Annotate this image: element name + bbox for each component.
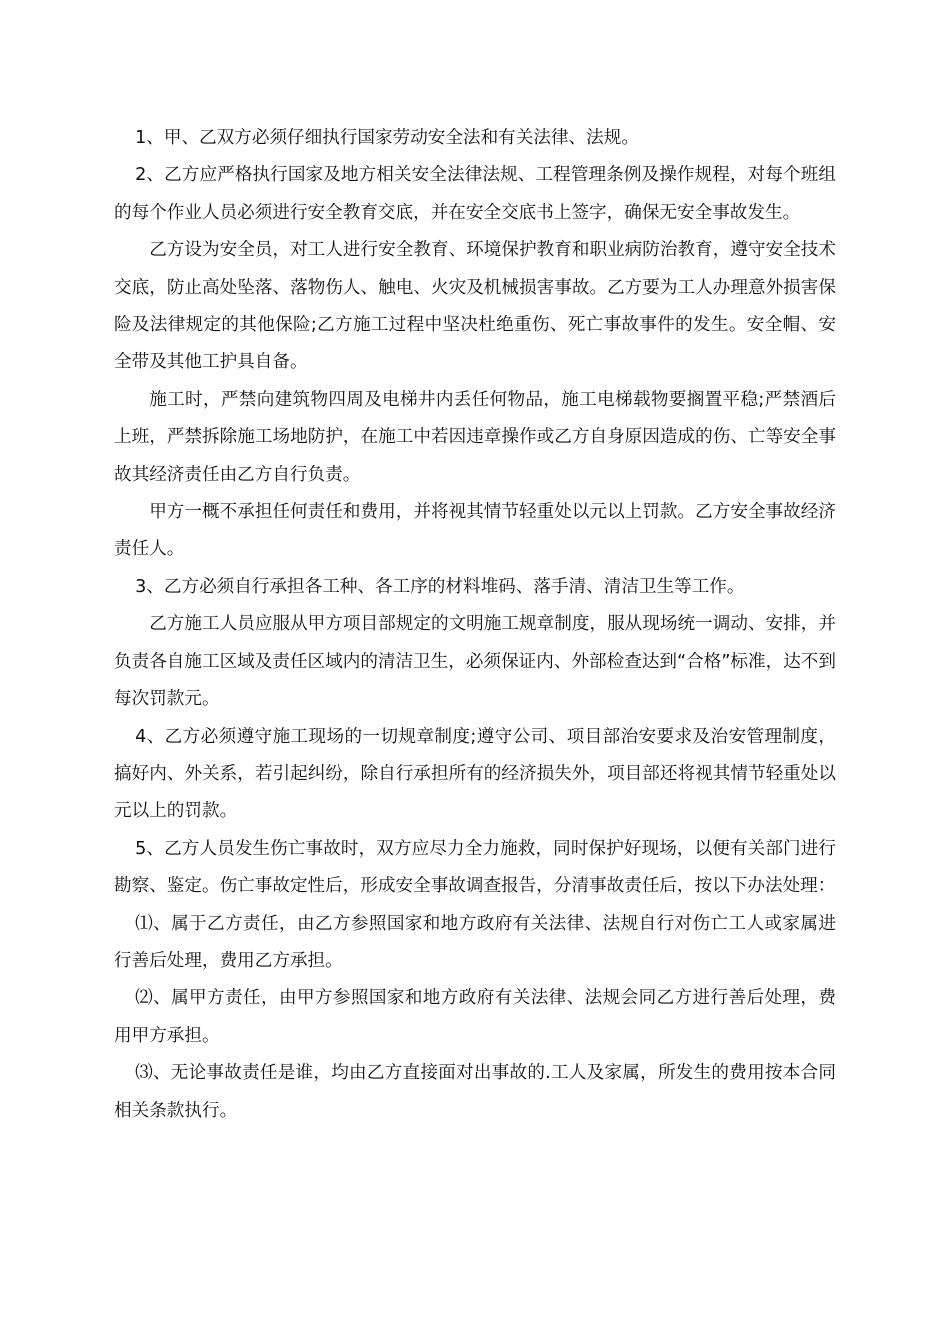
safety-officer-paragraph: 乙方设为安全员，对工人进行安全教育、环境保护教育和职业病防治教育，遵守安全技术交底，防止高处坠落、落物伤人、触电、火灾及机械损害事故。乙方要为工人办理意外损害保险及法律规定的其他保险;乙方施工过程中坚决杜绝重伤、死亡事故事件的发生。安全帽、安全带及其他工护具自备。: [114, 240, 836, 373]
document-body: [114, 120, 836, 1130]
sub-clause-2-paragraph: ⑵、属甲方责任，由甲方参照国家和地方政府有关法律、法规会同乙方进行善后处理，费用甲方承担。: [114, 988, 836, 1046]
party-a-liability-paragraph: 甲方一概不承担任何责任和费用，并将视其情节轻重处以元以上罚款。乙方安全事故经济责任人。: [114, 502, 836, 560]
sub-clause-1-paragraph: ⑴、属于乙方责任，由乙方参照国家和地方政府有关法律、法规自行对伤亡工人或家属进行善后处理，费用乙方承担。: [114, 913, 836, 971]
clause-4-paragraph: 4、乙方必须遵守施工现场的一切规章制度;遵守公司、项目部治安要求及治安管理制度，搞好内、外关系，若引起纠纷，除自行承担所有的经济损失外，项目部还将视其情节轻重处以元以上的罚款。: [114, 726, 836, 822]
clause-3-paragraph: 3、乙方必须自行承担各工种、各工序的材料堆码、落手清、清洁卫生等工作。: [135, 576, 745, 597]
clause-2-paragraph: 2、乙方应严格执行国家及地方相关安全法律法规、工程管理条例及操作规程，对每个班组的每个作业人员必须进行安全教育交底，并在安全交底书上签字，确保无安全事故发生。: [114, 165, 836, 223]
construction-prohibitions-paragraph: 施工时，严禁向建筑物四周及电梯井内丢任何物品，施工电梯载物要搁置平稳;严禁酒后上班，严禁拆除施工场地防护，在施工中若因违章操作或乙方自身原因造成的伤、亡等安全事故其经济责任由乙方自行负责。: [114, 389, 836, 485]
sub-clause-3-paragraph: ⑶、无论事故责任是谁，均由乙方直接面对出事故的.工人及家属，所发生的费用按本合同相关条款执行。: [114, 1063, 836, 1121]
clause-1-paragraph: 1、甲、乙双方必须仔细执行国家劳动安全法和有关法律、法规。: [135, 128, 639, 148]
clause-5-paragraph: 5、乙方人员发生伤亡事故时，双方应尽力全力施救，同时保护好现场，以便有关部门进行勘察、鉴定。伤亡事故定性后，形成安全事故调查报告，分清事故责任后，按以下办法处理：: [114, 838, 836, 897]
civilized-construction-paragraph: 乙方施工人员应服从甲方项目部规定的文明施工规章制度，服从现场统一调动、安排，并负责各自施工区域及责任区域内的清洁卫生，必须保证内、外部检查达到“合格”标准，达不到每次罚款元。: [114, 614, 836, 710]
